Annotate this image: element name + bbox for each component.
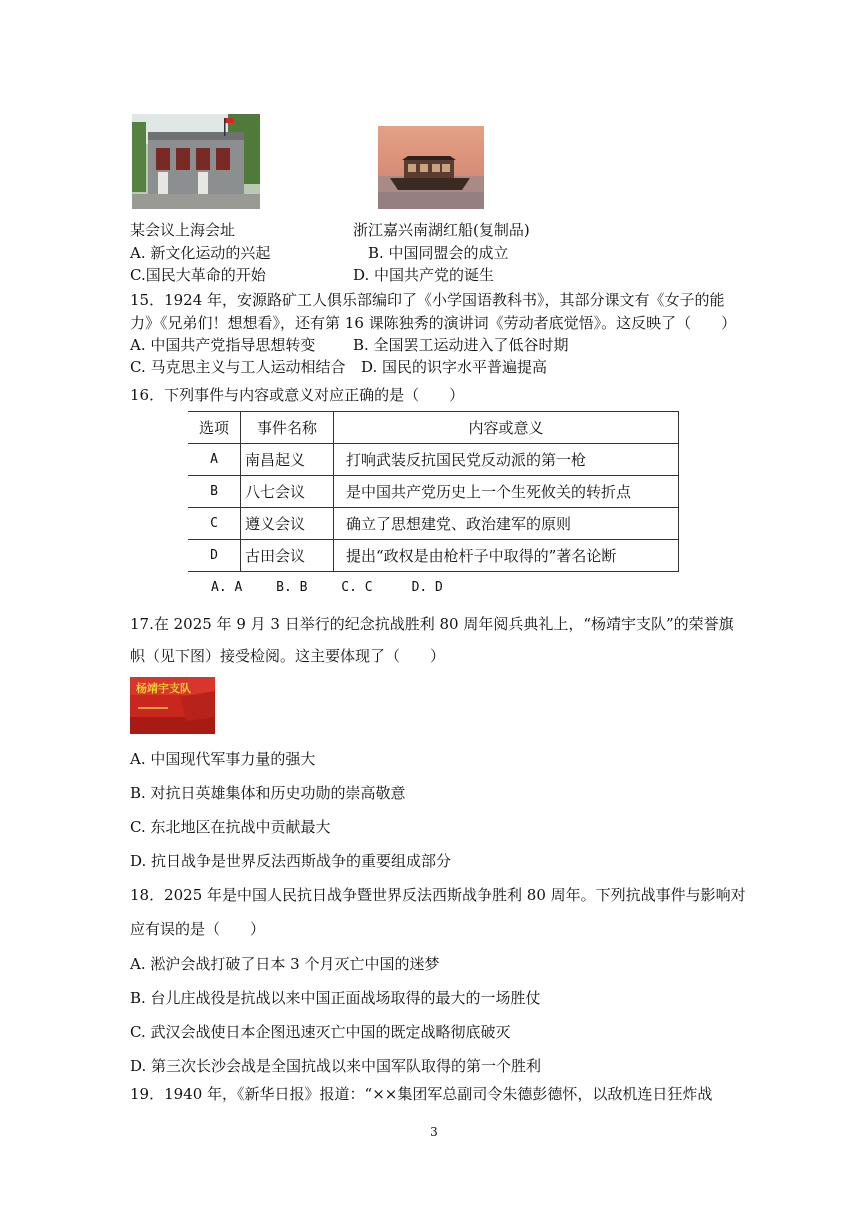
table-cell-option: A [188, 444, 241, 476]
flag-text: 杨靖宇支队 [136, 682, 191, 695]
q18-option-b: B. 台儿庄战役是抗战以来中国正面战场取得的最大的一场胜仗 [130, 989, 541, 1007]
q18-option-d: D. 第三次长沙会战是全国抗战以来中国军队取得的第一个胜利 [130, 1057, 542, 1075]
table-cell-option: B [188, 476, 241, 508]
q15-option-c: C. 马克思主义与工人运动相结合 [130, 358, 346, 376]
q16-stem: 16．下列事件与内容或意义对应正确的是（ ） [130, 386, 465, 404]
table-cell-meaning: 是中国共产党历史上一个生死攸关的转折点 [334, 476, 679, 508]
q18-stem-line2: 应有误的是（ ） [130, 920, 266, 938]
q14-option-c: C.国民大革命的开始 [130, 266, 266, 284]
page-number: 3 [430, 1125, 438, 1139]
q18-option-c: C. 武汉会战使日本企图迅速灭亡中国的既定战略彻底破灭 [130, 1023, 511, 1041]
table-row [188, 508, 679, 540]
q17-stem-line1: 17.在 2025 年 9 月 3 日举行的纪念抗战胜利 80 周年阅兵典礼上，“杨靖宇支队”的荣誉旗 [130, 615, 734, 633]
q17-option-c: C. 东北地区在抗战中贡献最大 [130, 818, 331, 836]
table-row [188, 540, 679, 572]
table-row [188, 476, 679, 508]
q15-option-d: D. 国民的识字水平普遍提高 [361, 358, 548, 376]
flag-photo [130, 677, 215, 734]
q14-option-d: D. 中国共产党的诞生 [353, 266, 495, 284]
table-cell-option: C [188, 508, 241, 540]
q18-stem-line1: 18．2025 年是中国人民抗日战争暨世界反法西斯战争胜利 80 周年。下列抗战事件与影响对 [130, 886, 746, 904]
red-boat-photo [378, 126, 484, 209]
table-cell-option: D [188, 540, 241, 572]
q15-option-b: B. 全国罢工运动进入了低谷时期 [353, 336, 569, 354]
table-cell-event: 古田会议 [241, 540, 334, 572]
q15-stem-line1: 15．1924 年，安源路矿工人俱乐部编印了《小学国语教科书》，其部分课文有《女子的能 [130, 291, 725, 309]
caption-left: 某会议上海会址 [130, 221, 236, 239]
table-cell-meaning: 打响武装反抗国民党反动派的第一枪 [334, 444, 679, 476]
q19-stem-line1: 19．1940 年，《新华日报》报道：“××集团军总副司令朱德彭德怀，以敌机连日狂炸战 [130, 1085, 713, 1103]
table-cell-event: 遵义会议 [241, 508, 334, 540]
table-header: 事件名称 [241, 412, 334, 444]
q17-option-a: A. 中国现代军事力量的强大 [130, 750, 316, 768]
table-cell-event: 南昌起义 [241, 444, 334, 476]
table-cell-meaning: 提出“政权是由枪杆子中取得的”著名论断 [334, 540, 679, 572]
q17-option-b: B. 对抗日英雄集体和历史功勋的崇高敬意 [130, 784, 406, 802]
q14-option-b: B. 中国同盟会的成立 [368, 244, 509, 262]
shanghai-site-photo [132, 114, 260, 209]
table-row [188, 444, 679, 476]
q17-option-d: D. 抗日战争是世界反法西斯战争的重要组成部分 [130, 852, 452, 870]
q16-answer-options: A. A B. B C. C D. D [211, 580, 443, 595]
table-header: 内容或意义 [334, 412, 679, 444]
table-cell-event: 八七会议 [241, 476, 334, 508]
table-cell-meaning: 确立了思想建党、政治建军的原则 [334, 508, 679, 540]
q15-option-a: A. 中国共产党指导思想转变 [130, 336, 316, 354]
table-header: 选项 [188, 412, 241, 444]
table-header-row [188, 412, 679, 444]
q15-stem-line2: 力》《兄弟们！想想看》，还有第 16 课陈独秀的演讲词《劳动者底觉悟》。这反映了（ ） [130, 314, 737, 332]
caption-right: 浙江嘉兴南湖红船(复制品) [353, 221, 530, 239]
q16-table [188, 411, 679, 572]
q18-option-a: A. 淞沪会战打破了日本 3 个月灭亡中国的迷梦 [130, 955, 440, 973]
q17-stem-line2: 帜（见下图）接受检阅。这主要体现了（ ） [130, 647, 446, 665]
q14-option-a: A. 新文化运动的兴起 [130, 244, 271, 262]
